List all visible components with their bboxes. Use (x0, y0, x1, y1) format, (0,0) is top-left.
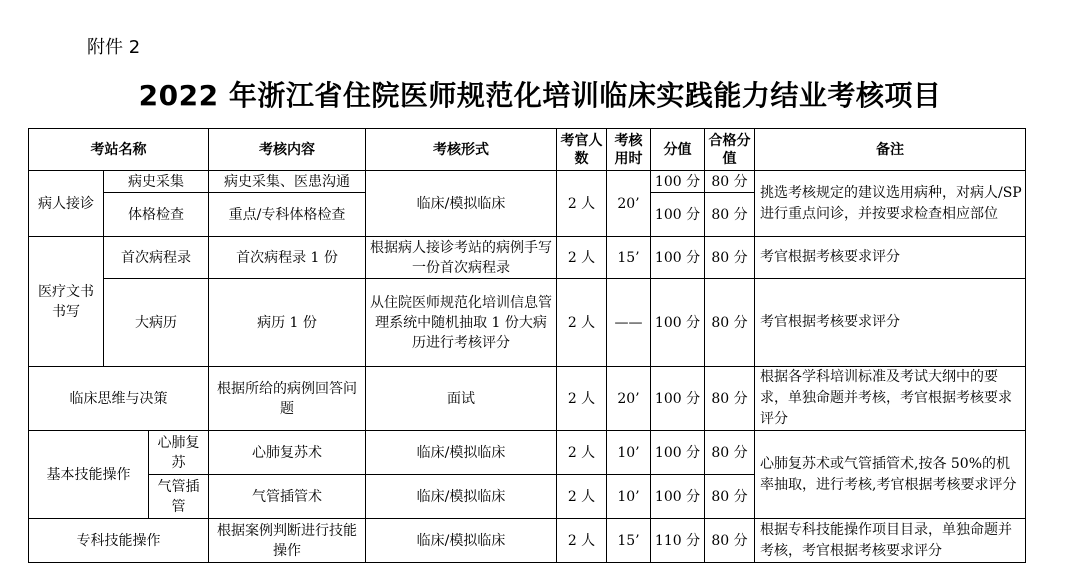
examiners-special: 2 人 (557, 519, 607, 563)
time-big-record: —— (607, 279, 651, 367)
content-first-record: 首次病程录 1 份 (209, 237, 366, 279)
form-cpr: 临床/模拟临床 (366, 431, 557, 475)
pass-exam: 80 分 (705, 193, 755, 237)
pass-big-record: 80 分 (705, 279, 755, 367)
score-history: 100 分 (651, 171, 705, 193)
examiners-first-record: 2 人 (557, 237, 607, 279)
time-cpr: 10’ (607, 431, 651, 475)
header-time: 考核用时 (607, 129, 651, 171)
score-exam: 100 分 (651, 193, 705, 237)
pass-first-record: 80 分 (705, 237, 755, 279)
form-first-record: 根据病人接诊考站的病例手写一份首次病程录 (366, 237, 557, 279)
score-special: 110 分 (651, 519, 705, 563)
content-thinking: 根据所给的病例回答问题 (209, 367, 366, 431)
attachment-label: 附件 2 (87, 37, 141, 58)
score-big-record: 100 分 (651, 279, 705, 367)
examiners-patient: 2 人 (557, 171, 607, 237)
time-patient: 20’ (607, 171, 651, 237)
content-cpr: 心肺复苏术 (209, 431, 366, 475)
content-intubation: 气管插管术 (209, 475, 366, 519)
pass-intubation: 80 分 (705, 475, 755, 519)
score-first-record: 100 分 (651, 237, 705, 279)
content-special: 根据案例判断进行技能操作 (209, 519, 366, 563)
station-exam: 体格检查 (104, 193, 209, 237)
note-special: 根据专科技能操作项目目录，单独命题并考核，考官根据考核要求评分 (755, 519, 1026, 563)
group-special: 专科技能操作 (29, 519, 209, 563)
form-big-record: 从住院医师规范化培训信息管理系统中随机抽取 1 份大病历进行考核评分 (366, 279, 557, 367)
pass-special: 80 分 (705, 519, 755, 563)
header-form: 考核形式 (366, 129, 557, 171)
form-patient: 临床/模拟临床 (366, 171, 557, 237)
header-row (29, 129, 1026, 171)
table-row (29, 171, 1026, 193)
table-row (29, 279, 1026, 367)
table-row (29, 237, 1026, 279)
header-pass: 合格分值 (705, 129, 755, 171)
table-row (29, 519, 1026, 563)
time-intubation: 10’ (607, 475, 651, 519)
pass-cpr: 80 分 (705, 431, 755, 475)
time-first-record: 15’ (607, 237, 651, 279)
form-intubation: 临床/模拟临床 (366, 475, 557, 519)
score-cpr: 100 分 (651, 431, 705, 475)
station-intubation: 气管插管 (149, 475, 209, 519)
station-first-record: 首次病程录 (104, 237, 209, 279)
time-special: 15’ (607, 519, 651, 563)
group-thinking: 临床思维与决策 (29, 367, 209, 431)
examiners-big-record: 2 人 (557, 279, 607, 367)
header-content: 考核内容 (209, 129, 366, 171)
table-row (29, 431, 1026, 475)
examiners-thinking: 2 人 (557, 367, 607, 431)
assessment-table (28, 128, 1026, 563)
note-big-record: 考官根据考核要求评分 (755, 279, 1026, 367)
note-first-record: 考官根据考核要求评分 (755, 237, 1026, 279)
note-patient: 挑选考核规定的建议选用病种，对病人/SP 进行重点问诊，并按要求检查相应部位 (755, 171, 1026, 237)
group-patient: 病人接诊 (29, 171, 104, 237)
pass-history: 80 分 (705, 171, 755, 193)
group-basic: 基本技能操作 (29, 431, 149, 519)
score-intubation: 100 分 (651, 475, 705, 519)
document-title: 2022 年浙江省住院医师规范化培训临床实践能力结业考核项目 (138, 79, 942, 112)
station-history: 病史采集 (104, 171, 209, 193)
header-score: 分值 (651, 129, 705, 171)
station-cpr: 心肺复苏 (149, 431, 209, 475)
note-thinking: 根据各学科培训标准及考试大纲中的要求，单独命题并考核，考官根据考核要求评分 (755, 367, 1026, 431)
content-exam: 重点/专科体格检查 (209, 193, 366, 237)
score-thinking: 100 分 (651, 367, 705, 431)
examiners-cpr: 2 人 (557, 431, 607, 475)
content-history: 病史采集、医患沟通 (209, 171, 366, 193)
table-row (29, 367, 1026, 431)
examiners-intubation: 2 人 (557, 475, 607, 519)
note-basic: 心肺复苏术或气管插管术,按各 50%的机率抽取，进行考核,考官根据考核要求评分 (755, 431, 1026, 519)
form-thinking: 面试 (366, 367, 557, 431)
form-special: 临床/模拟临床 (366, 519, 557, 563)
station-big-record: 大病历 (104, 279, 209, 367)
header-examiners: 考官人数 (557, 129, 607, 171)
header-note: 备注 (755, 129, 1026, 171)
content-big-record: 病历 1 份 (209, 279, 366, 367)
time-thinking: 20’ (607, 367, 651, 431)
pass-thinking: 80 分 (705, 367, 755, 431)
group-records: 医疗文书书写 (29, 237, 104, 367)
header-station: 考站名称 (29, 129, 209, 171)
